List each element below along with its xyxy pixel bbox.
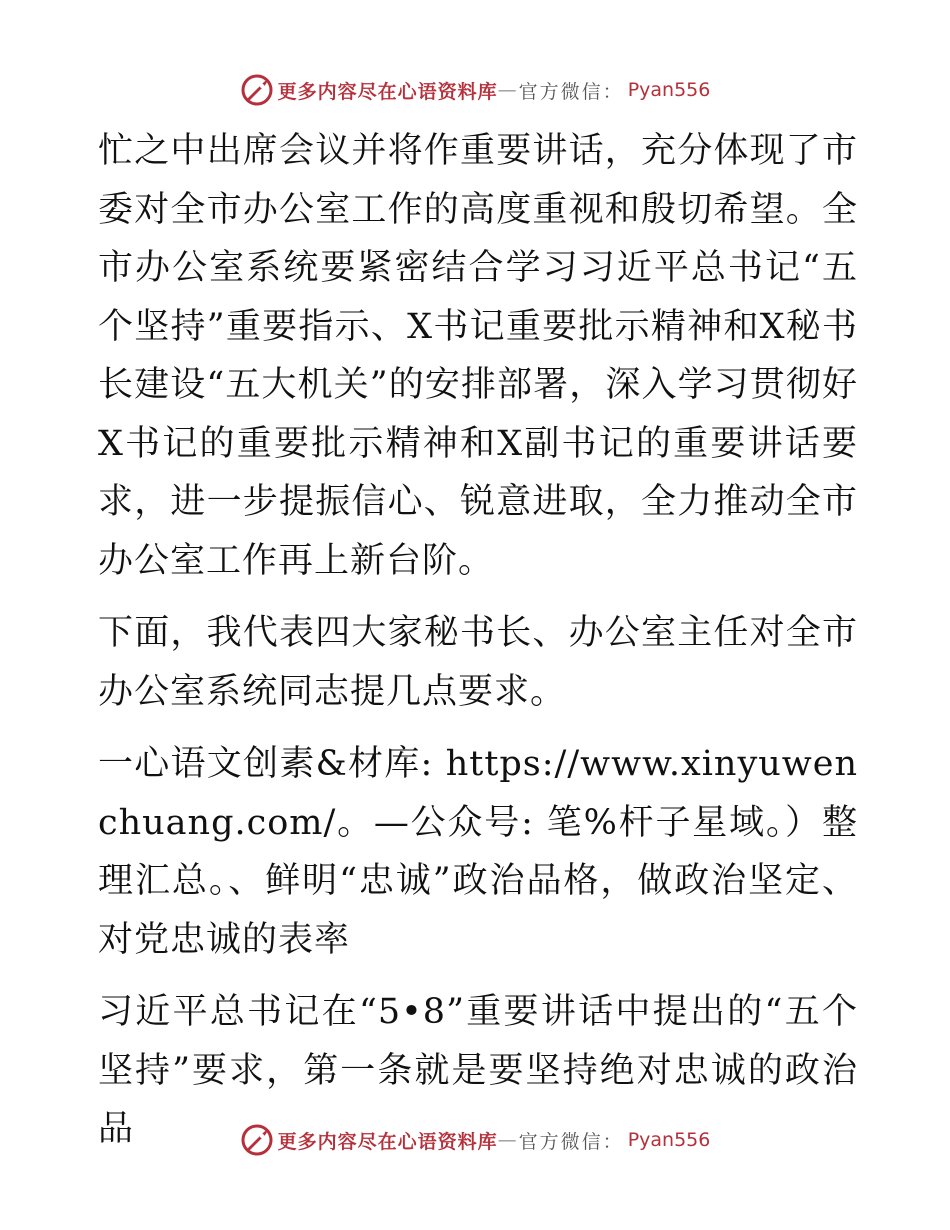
wechat-id: Pyan556 bbox=[627, 1129, 711, 1151]
quill-pen-logo-icon bbox=[240, 73, 274, 107]
separator-dash: — bbox=[497, 1129, 517, 1151]
separator-dash: — bbox=[497, 79, 517, 101]
footer-watermark-banner bbox=[0, 1120, 950, 1160]
paragraph: 下面，我代表四大家秘书长、办公室主任对全市办公室系统同志提几点要求。 bbox=[98, 613, 858, 712]
paragraph: 一心语文创素&材库: https://www.xinyuwenchuang.com/。—公众号: 笔%杆子星域。）整理汇总。、鲜明“忠诚”政治品格，做政治坚定、对党忠诚的表率 bbox=[98, 744, 858, 960]
brand-text: 更多内容尽在心语资料库 bbox=[277, 1130, 498, 1153]
document-body bbox=[98, 122, 858, 1159]
label-colon: ： bbox=[602, 1130, 622, 1153]
paragraph: 习近平总书记在“5•8”重要讲话中提出的“五个坚持”要求，第一条就是要坚持绝对忠诚的政治品 bbox=[98, 992, 858, 1149]
official-wechat-label: 官方微信 bbox=[518, 1130, 603, 1153]
wechat-id: Pyan556 bbox=[627, 79, 711, 101]
quill-pen-logo-icon bbox=[240, 1123, 274, 1157]
label-colon: ： bbox=[602, 80, 622, 103]
official-wechat-label: 官方微信 bbox=[518, 80, 603, 103]
header-watermark-banner bbox=[0, 70, 950, 110]
paragraph: 忙之中出席会议并将作重要讲话，充分体现了市委对全市办公室工作的高度重视和殷切希望。全市办公室系统要紧密结合学习习近平总书记“五个坚持”重要指示、X书记重要批示精神和X秘书长建设“五大机关”的安排部署，深入学习贯彻好X书记的重要批示精神和X副书记的重要讲话要求，进一步提振信心、锐意进取，全力推动全市办公室工作再上新台阶。 bbox=[98, 131, 858, 581]
brand-text: 更多内容尽在心语资料库 bbox=[277, 80, 498, 103]
